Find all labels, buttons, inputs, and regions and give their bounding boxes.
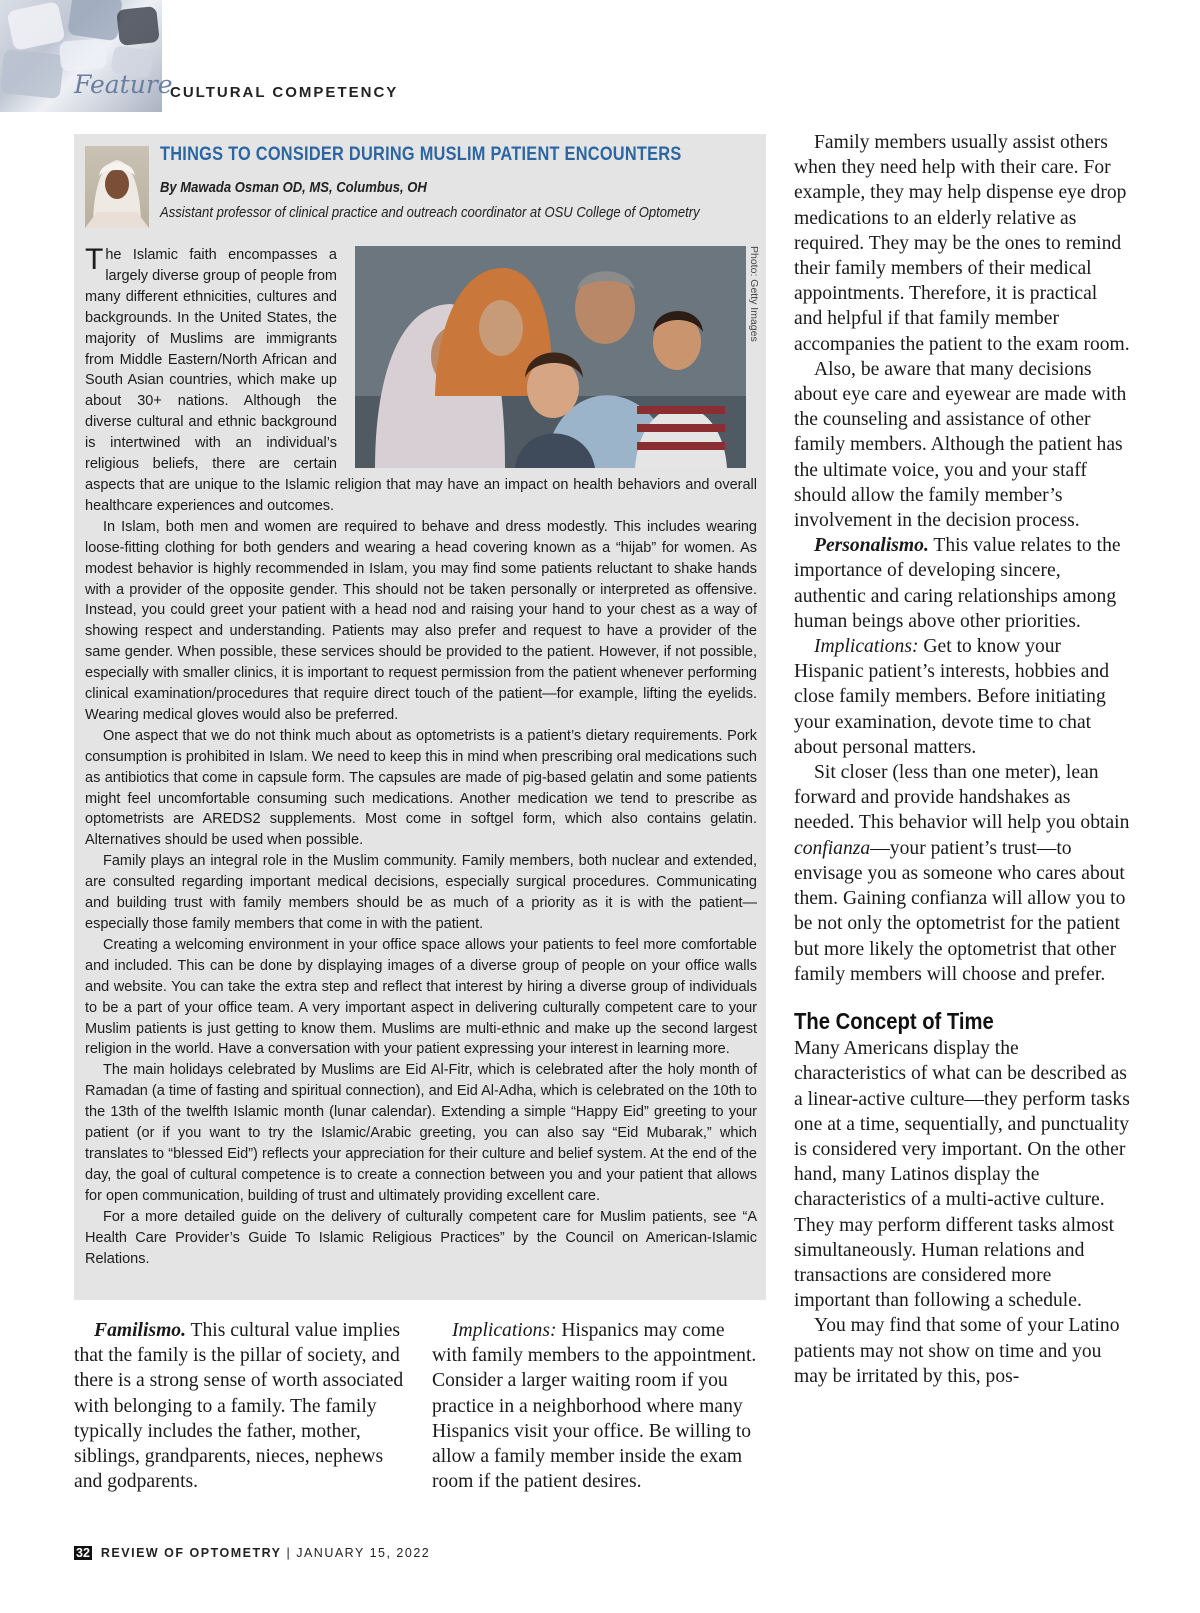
sidebar-paragraph-4: Family plays an integral role in the Muslim community. Family members, both nuclear and extended, are consulted regarding important medical decisions, especially surgical procedures. Communicating and building trust with family members should be as much of a priority as it is with the patient—especially those family members that come in with the patient.: [85, 853, 757, 932]
sidebar-paragraph-2: In Islam, both men and women are required to behave and dress modestly. This includes wearing loose-fitting clothing for both genders and wearing a head covering known as a “hijab” for women. As modest behavior is highly recommended in Islam, you may find some patients reluctant to shake hands with a provider of the opposite gender. This should not be taken personally or interpreted as offensive. Instead, you could greet your patient with a head nod and raising your hand to your chest as a way of showing respect and understanding. Patients may also prefer and request to have a provider of the same gender. When possible, these services should be provided to the patient. However, if not possible, especially with smaller clinics, it is important to request permission from the patient whenever performing clinical examination/procedures that require direct touch of the patient—for example, lifting the eyelids. Wearing medical gloves would also be preferred.: [85, 518, 757, 723]
photo-credit: Photo: Getty Images: [748, 246, 760, 342]
sidebar-byline: By Mawada Osman OD, MS, Columbus, OH: [160, 180, 427, 196]
sidebar-paragraph-5: Creating a welcoming environment in your office space allows your patients to feel more comfortable and included. This can be done by displaying images of a diverse group of people on your office walls and website. You can take the extra step and reflect that interest by hiring a diverse group of individuals to be a part of your office team. A very important aspect in delivering culturally competent care to your Muslim patients is just getting to know them. Muslims are multi-ethnic and make up the second largest religion in the world. Have a conversation with your patient expressing your interest in learning more.: [85, 936, 757, 1058]
sidebar-title: THINGS TO CONSIDER DURING MUSLIM PATIENT ENCOUNTERS: [160, 144, 682, 165]
feature-label: Feature: [74, 70, 173, 99]
drop-cap: T: [85, 243, 104, 276]
right-implications-paragraph: Implications: Get to know your Hispanic patient’s interests, hobbies and close family members. Before initiating your examination, devote time to chat about personal matters.: [794, 636, 1110, 758]
issue-date: JANUARY 15, 2022: [296, 1546, 431, 1560]
subhead-concept-of-time: The Concept of Time: [794, 1007, 994, 1034]
right-paragraph-2: Also, be aware that many decisions about eye care and eyewear are made with the counseling and assistance of other family members. Although the patient has the ultimate voice, you and your staff should allow the family member’s involvement in the decision process.: [794, 358, 1127, 532]
right-implications-term: Implications:: [814, 636, 919, 658]
implications-paragraph: Implications: Hispanics may come with family members to the appointment. Consider a larger waiting room if you practice in a neighborhood where many Hispanics visit your office. Be willing to allow a family member inside the exam room if the patient desires.: [432, 1320, 757, 1493]
sidebar-affiliation: Assistant professor of clinical practice and outreach coordinator at OSU College of Optometry: [160, 205, 700, 221]
sidebar-paragraph-6: The main holidays celebrated by Muslims are Eid Al-Fitr, which is celebrated after the holy month of Ramadan (a time of fasting and spiritual connection), and Eid Al-Adha, which is celebrated on the 10th to the 13th of the twelfth Islamic month (lunar calendar). Extending a simple “Happy Eid” greeting to your patient (or if you want to try the Islamic/Arabic greeting, you can also say “Eid Mubarak,” which translates to “blessed Eid”) reflects your appreciation for their culture and belief system. At the end of the day, the goal of cultural competence is to create a connection between you and your patient that allows for open communication, building of trust and ultimately providing excellent care.: [85, 1062, 757, 1204]
photo-placeholder-space: [337, 245, 757, 469]
section-label: CULTURAL COMPETENCY: [170, 84, 399, 101]
left-column: [74, 1318, 404, 1494]
right-paragraph-1: Family members usually assist others when they need help with their care. For example, they may help dispense eye drop medications to an elderly relative as required. They may be the ones to remind their family members of their medical appointments. Therefore, it is practical and helpful if that family member accompanies the patient to the exam room.: [794, 132, 1130, 355]
middle-column: [432, 1318, 762, 1494]
sidebar-paragraph-3: One aspect that we do not think much about as optometrists is a patient’s dietary requirements. Pork consumption is prohibited in Islam. We need to keep this in mind when prescribing oral medications such as antibiotics that come in capsule form. The capsules are made of pig-based gelatin and some patients might feel uncomfortable consuming such medications. Another medication we tend to prescribe as optometrists are AREDS2 supplements. Most come in softgel form, which also contains gelatin. Alternatives should be used when possible.: [85, 727, 757, 849]
footer-separator: |: [286, 1546, 292, 1560]
familismo-term: Familismo.: [94, 1320, 186, 1341]
author-photo: [85, 146, 149, 228]
right-paragraph-7: You may find that some of your Latino patients may not show on time and you may be irritated by this, pos-: [794, 1315, 1120, 1387]
page-footer: [74, 1546, 430, 1560]
familismo-paragraph: Familismo. This cultural value implies that the family is the pillar of society, and there is a strong sense of worth associated with belonging to a family. The family typically includes the father, mother, siblings, grandparents, nieces, nephews and godparents.: [74, 1320, 404, 1493]
right-paragraph-6: Many Americans display the characteristics of what can be described as a linear-active culture—they perform tasks one at a time, sequentially, and punctuality is considered very important. On the other hand, many Latinos display the characteristics of a multi-active culture. They may perform different tasks almost simultaneously. Human relations and transactions are considered more important than following a schedule.: [794, 1038, 1130, 1312]
sidebar-paragraph-1: The Islamic faith encompasses a largely diverse group of people from many different ethnicities, cultures and backgrounds. In the United States, the majority of Muslims are immigrants from Middle Eastern/North African and South Asian countries, which make up about 30+ nations. Although the diverse cultural and ethnic background is intertwined with an individual’s religious beliefs, there are certain aspects that are unique to the Islamic religion that may have an impact on health behaviors and overall healthcare experiences and outcomes.: [85, 243, 757, 514]
right-column: [794, 130, 1130, 1389]
implications-term: Implications:: [452, 1320, 557, 1341]
confianza-term: confianza: [794, 837, 871, 859]
page-number: 32: [76, 1546, 90, 1560]
sidebar-body: [85, 245, 757, 1295]
confianza-paragraph: Sit closer (less than one meter), lean forward and provide handshakes as needed. This behavior will help you obtain confianza—your patient’s trust—to envisage you as someone who cares about them. Gaining confianza will allow you to be not only the optometrist for the patient but more likely the optometrist that other family members will choose and prefer.: [794, 762, 1130, 985]
magazine-name: REVIEW OF OPTOMETRY: [100, 1546, 282, 1560]
sidebar-paragraph-7: For a more detailed guide on the delivery of culturally competent care for Muslim patients, see “A Health Care Provider’s Guide To Islamic Religious Practices” by the Council on American-Islamic Relations.: [85, 1208, 757, 1267]
personalismo-paragraph: Personalismo. This value relates to the importance of developing sincere, authentic and caring relationships among human beings above other priorities.: [794, 535, 1121, 632]
personalismo-term: Personalismo.: [814, 535, 929, 557]
